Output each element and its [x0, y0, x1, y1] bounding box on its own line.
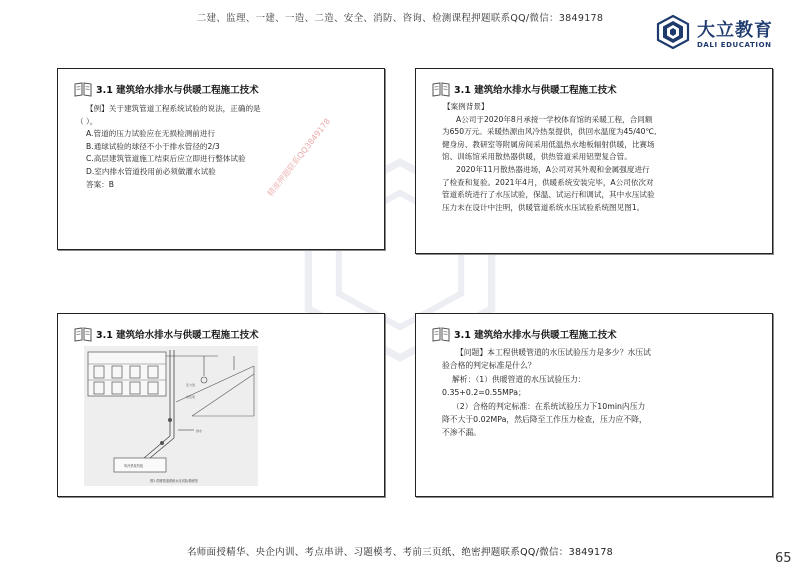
case-label: 【案例背景】 — [443, 102, 489, 111]
option-c: C.高层建筑管道施工结束后应立即进行整体试验 — [86, 154, 246, 164]
footer-banner: 名师面授精华、央企内训、考点串讲、习题模考、考前三页纸、绝密押题联系QQ/微信：3849178 — [186, 547, 614, 558]
slide-body — [442, 101, 754, 214]
analysis-line: 0.35+0.2=0.55MPa； — [442, 388, 526, 398]
pressure-test-system-diagram — [84, 346, 258, 486]
slide-panel-4 — [415, 313, 773, 497]
slide-title: 3.1 建筑给水排水与供暖工程施工技术 — [96, 330, 259, 341]
dali-emblem-icon — [655, 14, 691, 50]
question-line: 验合格的判定标准是什么？ — [442, 361, 536, 371]
slide-body — [442, 346, 754, 440]
diagonal-watermark: 精准押题联系QQ3849178 — [265, 116, 333, 199]
slide-body — [76, 103, 370, 191]
book-icon — [432, 326, 450, 342]
case-text-line: A公司于2020年8月承接一学校体育馆的采暖工程，合同额 — [456, 114, 653, 124]
svg-text:排水: 排水 — [196, 429, 203, 433]
book-icon — [432, 81, 450, 97]
slide-panel-2 — [415, 68, 773, 254]
case-text-line: 馆、训练馆采用散热器供暖，供热管道采用铝塑复合管。 — [442, 152, 632, 162]
analysis-line: 不渗不漏。 — [442, 428, 481, 438]
svg-text:压力表: 压力表 — [186, 383, 196, 387]
analysis-line: （2）合格的判定标准：在系统试验压力下10min内压力 — [452, 401, 646, 411]
case-text-line: 健身房、教研室等附属房间采用低温热水地板辐射供暖，比赛场 — [442, 139, 655, 149]
case-text-line: 管道系统进行了水压试验，保温、试运行和调试，其中水压试验 — [442, 190, 655, 200]
book-icon — [74, 81, 92, 97]
svg-text:风冷热泵机组: 风冷热泵机组 — [124, 464, 144, 468]
question-line: （ ）。 — [76, 116, 98, 126]
slide-title: 3.1 建筑给水排水与供暖工程施工技术 — [454, 85, 617, 96]
option-d: D.室内排水管道投用前必须做灌水试验 — [86, 166, 216, 176]
answer-line: 答案：B — [86, 179, 114, 189]
question-line: 【问题】本工程供暖管道的水压试验压力是多少？水压试 — [456, 348, 651, 357]
slide-title: 3.1 建筑给水排水与供暖工程施工技术 — [96, 85, 259, 96]
page-number: 65 — [775, 551, 792, 566]
slide-title: 3.1 建筑给水排水与供暖工程施工技术 — [454, 330, 617, 341]
case-text-line: 了检查和复验。2021年4月，供暖系统安装完毕，A公司依次对 — [442, 177, 654, 187]
book-icon — [74, 326, 92, 342]
analysis-line: 解析：（1）供暖管道的水压试验压力： — [452, 374, 586, 384]
slide-panel-1 — [57, 68, 385, 250]
question-line: 【例】关于建筑管道工程系统试验的说法，正确的是 — [86, 104, 261, 113]
header-banner: 二建、监理、一建、一造、二造、安全、消防、咨询、检测课程押题联系QQ/微信：3849178 — [196, 13, 604, 24]
case-text-line: 2020年11月散热器进场，A公司对其外观和金属强度进行 — [456, 164, 650, 174]
dali-logo — [655, 14, 785, 58]
svg-text:试压泵: 试压泵 — [186, 395, 196, 399]
slide-panel-3 — [57, 313, 385, 497]
logo-english-name: DALI EDUCATION — [697, 41, 772, 49]
logo-chinese-name: 大立教育 — [697, 20, 773, 41]
analysis-line: 降不大于0.02MPa，然后降至工作压力检查，压力应不降， — [442, 415, 647, 425]
figure-caption: 图1 供暖管道系统水压试验系统图 — [150, 479, 198, 483]
option-b: B.通球试验的球径不小于排水管径的2/3 — [86, 141, 220, 151]
case-text-line: 压力未在设计中注明，供暖管道系统水压试验系统图见图1。 — [442, 202, 645, 212]
case-text-line: 为650万元。采暖热源由风冷热泵提供，供回水温度为45/40℃, — [442, 127, 657, 137]
option-a: A.管道的压力试验应在无损检测前进行 — [86, 129, 215, 139]
